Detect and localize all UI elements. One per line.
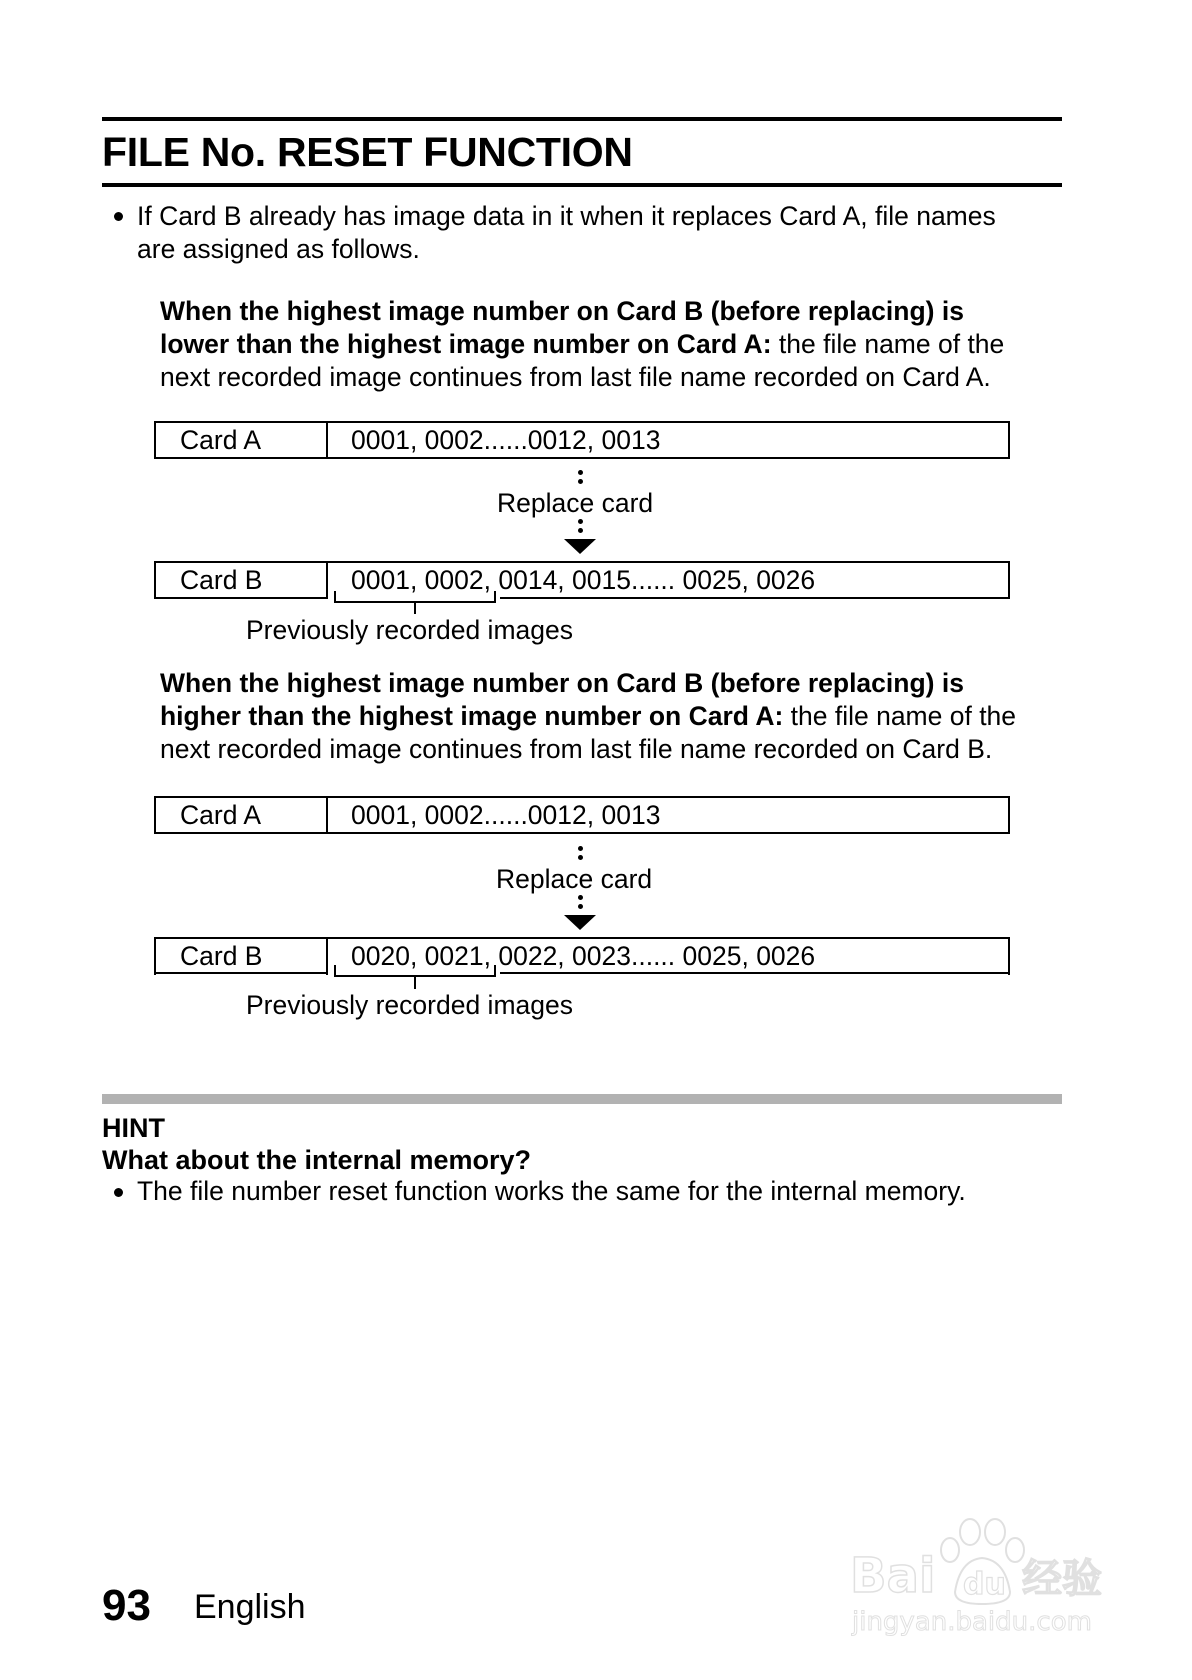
card-a-row bbox=[154, 796, 1010, 834]
baidu-watermark bbox=[850, 1512, 1130, 1652]
bullet-icon bbox=[114, 1188, 123, 1197]
replace-card-label: Replace card bbox=[497, 488, 654, 518]
cell-divider bbox=[326, 563, 328, 599]
case-lower-normal-2: the file name of the bbox=[771, 329, 1005, 359]
case-higher-line-3: next recorded image continues from last file name recorded on Card B. bbox=[160, 734, 993, 764]
previous-images-bracket bbox=[334, 965, 496, 977]
card-b-values: 0001, 0002, 0014, 0015...... 0025, 0026 bbox=[351, 565, 816, 595]
case-lower-line-2 bbox=[160, 328, 1004, 362]
page-language: English bbox=[194, 1588, 306, 1626]
svg-text:经验: 经验 bbox=[1022, 1556, 1102, 1602]
card-b-label: Card B bbox=[180, 941, 263, 971]
dotted-connector-icon bbox=[578, 519, 583, 537]
card-a-row bbox=[154, 421, 1010, 459]
card-a-label: Card A bbox=[180, 800, 262, 830]
cell-divider bbox=[326, 939, 328, 975]
card-b-values: 0020, 0021, 0022, 0023...... 0025, 0026 bbox=[351, 941, 816, 971]
dotted-connector-icon bbox=[578, 846, 583, 864]
table-bottom-border bbox=[500, 597, 1010, 599]
card-a-values: 0001, 0002......0012, 0013 bbox=[351, 800, 661, 830]
case-higher-bold-2: higher than the highest image number on Card A: bbox=[160, 701, 784, 731]
card-a-label: Card A bbox=[180, 425, 262, 455]
svg-text:jingyan.baidu.com: jingyan.baidu.com bbox=[852, 1607, 1092, 1637]
case-lower-bold-2: lower than the highest image number on Card A: bbox=[160, 329, 772, 359]
dotted-connector-icon bbox=[578, 895, 583, 913]
bracket-tick bbox=[414, 977, 416, 989]
down-arrow-icon bbox=[564, 539, 596, 554]
baidu-paw-icon bbox=[850, 1512, 1130, 1652]
hint-divider-bar bbox=[102, 1094, 1062, 1104]
cell-divider bbox=[326, 423, 328, 457]
title-bottom-rule bbox=[102, 183, 1062, 187]
bullet-icon bbox=[114, 212, 123, 221]
title-top-rule bbox=[102, 117, 1062, 121]
case-higher-bold-1: When the highest image number on Card B (before replacing) is bbox=[160, 668, 964, 698]
previous-images-bracket bbox=[334, 591, 496, 603]
case-lower-line-3: next recorded image continues from last file name recorded on Card A. bbox=[160, 362, 991, 392]
table-bottom-border bbox=[500, 972, 1010, 974]
hint-question: What about the internal memory? bbox=[102, 1145, 532, 1175]
bracket-tick bbox=[414, 603, 416, 614]
card-b-row bbox=[154, 937, 1010, 975]
down-arrow-icon bbox=[564, 915, 596, 930]
case-lower-line-1 bbox=[160, 295, 964, 329]
table-bottom-border bbox=[154, 597, 328, 599]
case-higher-line-2 bbox=[160, 700, 1016, 734]
hint-heading: HINT bbox=[102, 1113, 165, 1143]
card-b-row bbox=[154, 561, 1010, 599]
page-number: 93 bbox=[102, 1581, 151, 1630]
case-higher-normal-2: the file name of the bbox=[783, 701, 1017, 731]
page-title: FILE No. RESET FUNCTION bbox=[102, 129, 633, 175]
replace-card-label: Replace card bbox=[496, 864, 653, 894]
cell-divider bbox=[326, 798, 328, 832]
case-higher-line-1 bbox=[160, 667, 964, 701]
intro-line-1: If Card B already has image data in it when it replaces Card A, file names bbox=[137, 201, 996, 231]
card-a-values: 0001, 0002......0012, 0013 bbox=[351, 425, 661, 455]
previously-recorded-label: Previously recorded images bbox=[246, 615, 573, 645]
watermark-brand-left: Bai bbox=[850, 1548, 936, 1604]
card-b-label: Card B bbox=[180, 565, 263, 595]
intro-line-2: are assigned as follows. bbox=[137, 234, 420, 264]
case-lower-bold-1: When the highest image number on Card B (before replacing) is bbox=[160, 296, 964, 326]
table-bottom-border bbox=[154, 972, 328, 974]
previously-recorded-label: Previously recorded images bbox=[246, 990, 573, 1020]
hint-bullet-text: The file number reset function works the same for the internal memory. bbox=[137, 1176, 966, 1206]
dotted-connector-icon bbox=[578, 470, 583, 488]
svg-text:du: du bbox=[963, 1567, 1006, 1602]
